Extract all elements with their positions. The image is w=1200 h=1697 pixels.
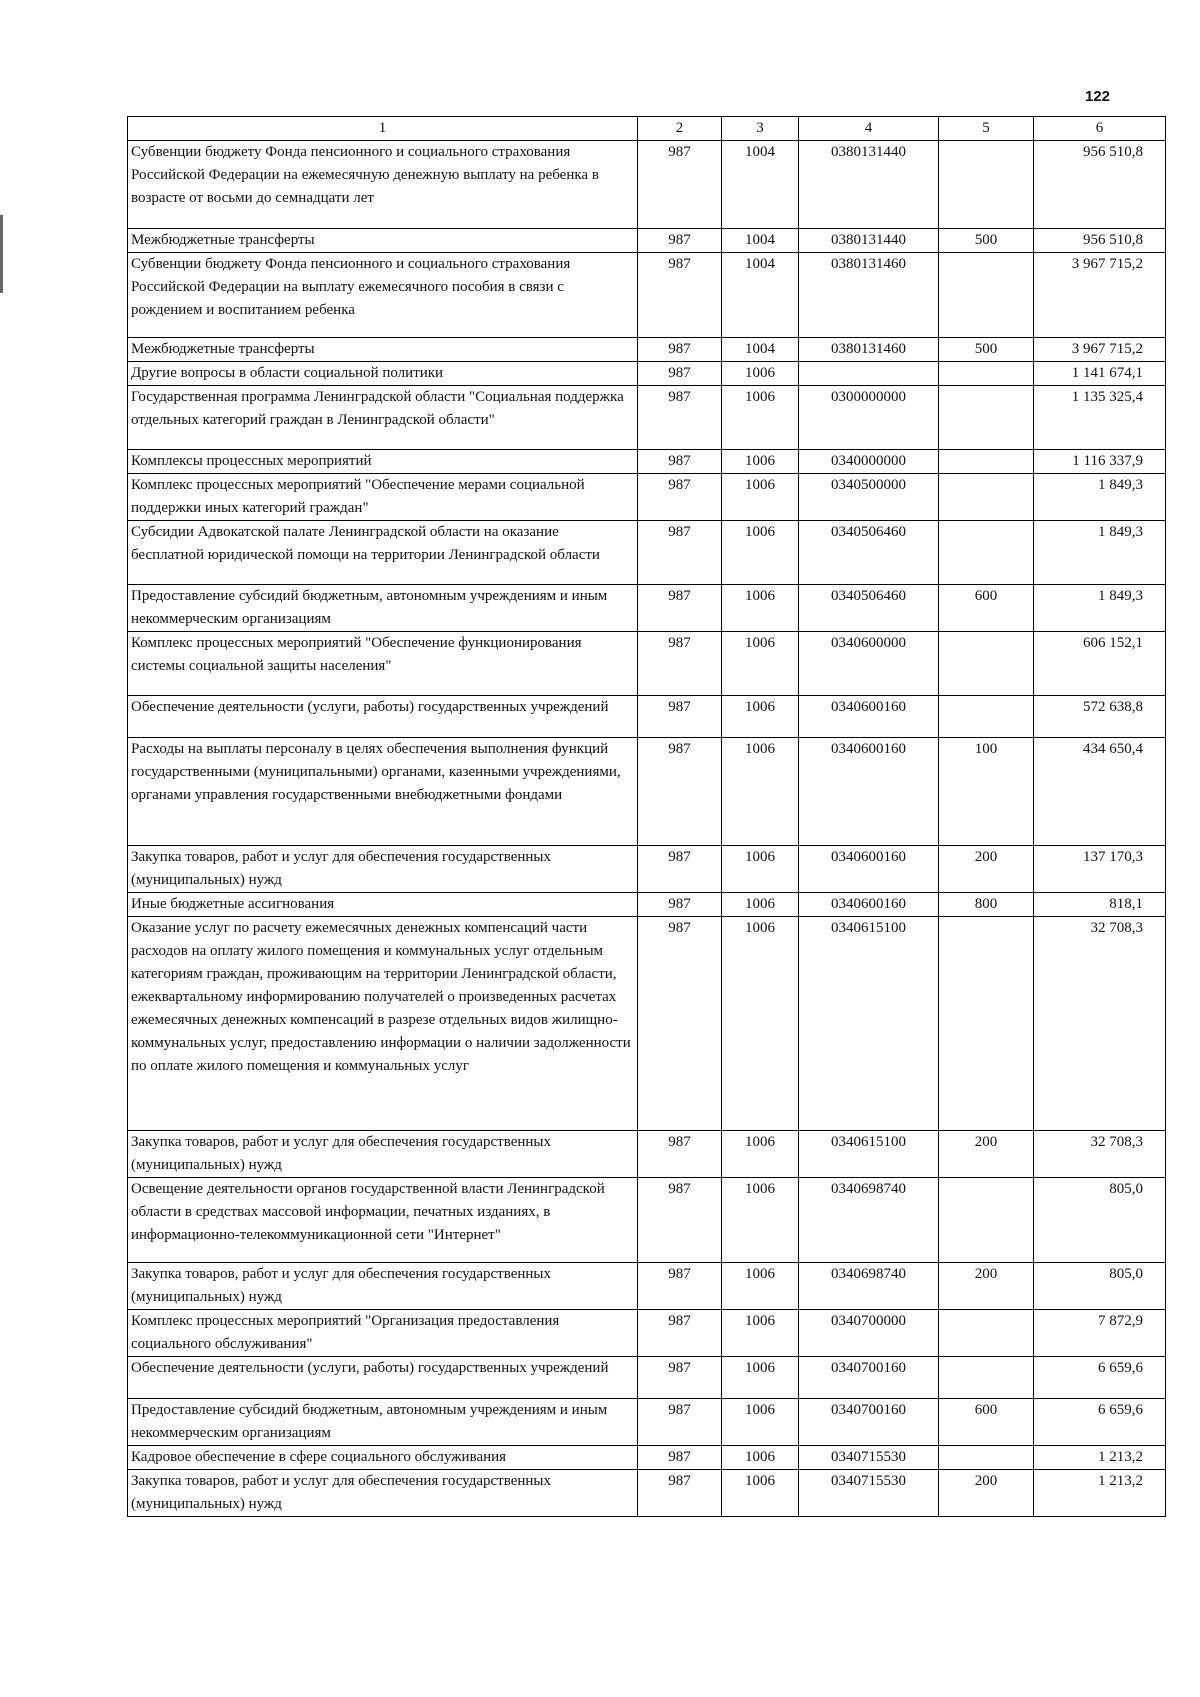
header-col-6: 6: [1034, 117, 1166, 141]
row-csr-cell: 0380131460: [799, 338, 939, 362]
row-ved-cell: 987: [638, 1357, 722, 1399]
row-sum-cell: 1 135 325,4: [1034, 386, 1166, 450]
header-col-1: 1: [128, 117, 638, 141]
row-rzpr-cell: 1006: [722, 696, 799, 738]
table-row: [128, 917, 1166, 1131]
row-vr-cell: 200: [939, 1470, 1034, 1517]
row-csr-cell: 0340700160: [799, 1357, 939, 1399]
row-name-cell: Закупка товаров, работ и услуг для обеспечения государственных (муниципальных) нужд: [128, 846, 638, 893]
row-csr-cell: 0340600000: [799, 632, 939, 696]
row-rzpr-cell: 1006: [722, 1357, 799, 1399]
budget-table: [127, 116, 1166, 1517]
table-row: [128, 229, 1166, 253]
row-ved-cell: 987: [638, 141, 722, 229]
row-sum-cell: 7 872,9: [1034, 1310, 1166, 1357]
row-rzpr-cell: 1006: [722, 1399, 799, 1446]
row-name-cell: Комплекс процессных мероприятий "Обеспечение функционирования системы социальной защиты населения": [128, 632, 638, 696]
row-sum-cell: 805,0: [1034, 1263, 1166, 1310]
table-header: [128, 117, 1166, 141]
row-vr-cell: 800: [939, 893, 1034, 917]
row-sum-cell: 1 849,3: [1034, 474, 1166, 521]
row-name-cell: Субвенции бюджету Фонда пенсионного и социального страхования Российской Федерации на ежемесячную денежную выплату на ребенка в возрасте от восьми до семнадцати лет: [128, 141, 638, 229]
row-vr-cell: [939, 362, 1034, 386]
row-csr-cell: 0340506460: [799, 585, 939, 632]
row-rzpr-cell: 1006: [722, 846, 799, 893]
row-ved-cell: 987: [638, 521, 722, 585]
row-sum-cell: 6 659,6: [1034, 1357, 1166, 1399]
row-rzpr-cell: 1006: [722, 1470, 799, 1517]
row-rzpr-cell: 1006: [722, 1446, 799, 1470]
row-ved-cell: 987: [638, 362, 722, 386]
row-rzpr-cell: 1004: [722, 338, 799, 362]
row-vr-cell: [939, 696, 1034, 738]
table-row: [128, 585, 1166, 632]
row-rzpr-cell: 1006: [722, 450, 799, 474]
row-name-cell: Межбюджетные трансферты: [128, 338, 638, 362]
row-csr-cell: 0380131460: [799, 253, 939, 338]
row-ved-cell: 987: [638, 696, 722, 738]
row-csr-cell: [799, 362, 939, 386]
row-name-cell: Обеспечение деятельности (услуги, работы) государственных учреждений: [128, 1357, 638, 1399]
header-row: [128, 117, 1166, 141]
table-row: [128, 521, 1166, 585]
row-name-cell: Предоставление субсидий бюджетным, автономным учреждениям и иным некоммерческим организациям: [128, 585, 638, 632]
row-ved-cell: 987: [638, 1131, 722, 1178]
row-csr-cell: 0340615100: [799, 917, 939, 1131]
row-name-cell: Закупка товаров, работ и услуг для обеспечения государственных (муниципальных) нужд: [128, 1470, 638, 1517]
row-sum-cell: 3 967 715,2: [1034, 338, 1166, 362]
row-rzpr-cell: 1006: [722, 362, 799, 386]
row-ved-cell: 987: [638, 229, 722, 253]
row-rzpr-cell: 1006: [722, 893, 799, 917]
table-row: [128, 738, 1166, 846]
row-name-cell: Оказание услуг по расчету ежемесячных денежных компенсаций части расходов на оплату жилого помещения и коммунальных услуг отдельным категориям граждан, проживающим на территории Ленинградской области, ежеквартальному информированию получателей о произведенных расчетах ежемесячных денежных компенсаций в разрезе отдельных видов жилищно-коммунальных услуг, предоставлению информации о наличии задолженности по оплате жилого помещения и коммунальных услуг: [128, 917, 638, 1131]
row-sum-cell: 572 638,8: [1034, 696, 1166, 738]
row-vr-cell: 500: [939, 338, 1034, 362]
row-csr-cell: 0340698740: [799, 1263, 939, 1310]
row-vr-cell: [939, 1357, 1034, 1399]
row-sum-cell: 1 213,2: [1034, 1446, 1166, 1470]
table-row: [128, 1310, 1166, 1357]
table-row: [128, 893, 1166, 917]
row-name-cell: Государственная программа Ленинградской области "Социальная поддержка отдельных категорий граждан в Ленинградской области": [128, 386, 638, 450]
row-rzpr-cell: 1004: [722, 253, 799, 338]
row-ved-cell: 987: [638, 1178, 722, 1263]
row-rzpr-cell: 1004: [722, 229, 799, 253]
row-vr-cell: 200: [939, 1263, 1034, 1310]
table-row: [128, 141, 1166, 229]
row-vr-cell: 200: [939, 846, 1034, 893]
row-ved-cell: 987: [638, 846, 722, 893]
row-sum-cell: 606 152,1: [1034, 632, 1166, 696]
row-csr-cell: 0300000000: [799, 386, 939, 450]
row-ved-cell: 987: [638, 738, 722, 846]
row-sum-cell: 956 510,8: [1034, 229, 1166, 253]
row-name-cell: Комплексы процессных мероприятий: [128, 450, 638, 474]
row-csr-cell: 0340698740: [799, 1178, 939, 1263]
row-rzpr-cell: 1006: [722, 1263, 799, 1310]
table-row: [128, 386, 1166, 450]
row-rzpr-cell: 1006: [722, 1131, 799, 1178]
table-row: [128, 1131, 1166, 1178]
row-ved-cell: 987: [638, 1446, 722, 1470]
row-vr-cell: [939, 141, 1034, 229]
row-rzpr-cell: 1006: [722, 1310, 799, 1357]
header-col-3: 3: [722, 117, 799, 141]
table-row: [128, 696, 1166, 738]
row-ved-cell: 987: [638, 632, 722, 696]
row-rzpr-cell: 1006: [722, 632, 799, 696]
table-row: [128, 846, 1166, 893]
row-name-cell: Предоставление субсидий бюджетным, автономным учреждениям и иным некоммерческим организациям: [128, 1399, 638, 1446]
row-sum-cell: 805,0: [1034, 1178, 1166, 1263]
row-ved-cell: 987: [638, 1399, 722, 1446]
row-csr-cell: 0340715530: [799, 1446, 939, 1470]
row-ved-cell: 987: [638, 1310, 722, 1357]
row-rzpr-cell: 1006: [722, 521, 799, 585]
row-vr-cell: 100: [939, 738, 1034, 846]
table-row: [128, 450, 1166, 474]
row-sum-cell: 1 116 337,9: [1034, 450, 1166, 474]
header-col-2: 2: [638, 117, 722, 141]
row-rzpr-cell: 1004: [722, 141, 799, 229]
row-csr-cell: 0340000000: [799, 450, 939, 474]
row-csr-cell: 0340615100: [799, 1131, 939, 1178]
table-body: [128, 141, 1166, 1517]
row-ved-cell: 987: [638, 585, 722, 632]
row-csr-cell: 0340506460: [799, 521, 939, 585]
row-csr-cell: 0340700160: [799, 1399, 939, 1446]
row-vr-cell: [939, 450, 1034, 474]
row-vr-cell: [939, 521, 1034, 585]
row-name-cell: Закупка товаров, работ и услуг для обеспечения государственных (муниципальных) нужд: [128, 1131, 638, 1178]
row-sum-cell: 32 708,3: [1034, 1131, 1166, 1178]
row-csr-cell: 0340600160: [799, 846, 939, 893]
row-ved-cell: 987: [638, 893, 722, 917]
row-csr-cell: 0340600160: [799, 738, 939, 846]
table-row: [128, 1357, 1166, 1399]
row-csr-cell: 0380131440: [799, 141, 939, 229]
row-vr-cell: [939, 917, 1034, 1131]
row-name-cell: Иные бюджетные ассигнования: [128, 893, 638, 917]
table-row: [128, 474, 1166, 521]
page-number: 122: [1085, 88, 1111, 105]
row-name-cell: Комплекс процессных мероприятий "Организация предоставления социального обслуживания": [128, 1310, 638, 1357]
row-rzpr-cell: 1006: [722, 585, 799, 632]
row-csr-cell: 0340500000: [799, 474, 939, 521]
row-vr-cell: [939, 1310, 1034, 1357]
row-sum-cell: 32 708,3: [1034, 917, 1166, 1131]
table-row: [128, 338, 1166, 362]
row-name-cell: Субвенции бюджету Фонда пенсионного и социального страхования Российской Федерации на выплату ежемесячного пособия в связи с рождением и воспитанием ребенка: [128, 253, 638, 338]
row-vr-cell: 200: [939, 1131, 1034, 1178]
row-ved-cell: 987: [638, 450, 722, 474]
table-row: [128, 632, 1166, 696]
row-rzpr-cell: 1006: [722, 474, 799, 521]
table-row: [128, 1446, 1166, 1470]
row-vr-cell: [939, 474, 1034, 521]
row-ved-cell: 987: [638, 253, 722, 338]
row-rzpr-cell: 1006: [722, 917, 799, 1131]
header-col-5: 5: [939, 117, 1034, 141]
table-row: [128, 1178, 1166, 1263]
row-sum-cell: 1 141 674,1: [1034, 362, 1166, 386]
row-vr-cell: [939, 1446, 1034, 1470]
row-sum-cell: 137 170,3: [1034, 846, 1166, 893]
row-name-cell: Кадровое обеспечение в сфере социального обслуживания: [128, 1446, 638, 1470]
row-ved-cell: 987: [638, 338, 722, 362]
row-vr-cell: 600: [939, 585, 1034, 632]
row-csr-cell: 0380131440: [799, 229, 939, 253]
row-sum-cell: 434 650,4: [1034, 738, 1166, 846]
row-name-cell: Закупка товаров, работ и услуг для обеспечения государственных (муниципальных) нужд: [128, 1263, 638, 1310]
row-sum-cell: 1 213,2: [1034, 1470, 1166, 1517]
header-col-4: 4: [799, 117, 939, 141]
row-sum-cell: 956 510,8: [1034, 141, 1166, 229]
row-name-cell: Расходы на выплаты персоналу в целях обеспечения выполнения функций государственными (муниципальными) органами, казенными учреждениями, органами управления государственными внебюджетными фондами: [128, 738, 638, 846]
row-rzpr-cell: 1006: [722, 386, 799, 450]
row-vr-cell: [939, 253, 1034, 338]
row-csr-cell: 0340715530: [799, 1470, 939, 1517]
row-vr-cell: [939, 386, 1034, 450]
row-name-cell: Обеспечение деятельности (услуги, работы) государственных учреждений: [128, 696, 638, 738]
row-vr-cell: 500: [939, 229, 1034, 253]
row-name-cell: Освещение деятельности органов государственной власти Ленинградской области в средствах массовой информации, печатных изданиях, в информационно-телекоммуникационной сети "Интернет": [128, 1178, 638, 1263]
table-row: [128, 253, 1166, 338]
row-name-cell: Комплекс процессных мероприятий "Обеспечение мерами социальной поддержки иных категорий граждан": [128, 474, 638, 521]
row-sum-cell: 1 849,3: [1034, 521, 1166, 585]
table-row: [128, 362, 1166, 386]
row-ved-cell: 987: [638, 917, 722, 1131]
row-ved-cell: 987: [638, 474, 722, 521]
table-row: [128, 1399, 1166, 1446]
row-ved-cell: 987: [638, 1263, 722, 1310]
row-name-cell: Субсидии Адвокатской палате Ленинградской области на оказание бесплатной юридической помощи на территории Ленинградской области: [128, 521, 638, 585]
table-row: [128, 1470, 1166, 1517]
row-csr-cell: 0340700000: [799, 1310, 939, 1357]
row-name-cell: Другие вопросы в области социальной политики: [128, 362, 638, 386]
row-rzpr-cell: 1006: [722, 1178, 799, 1263]
row-ved-cell: 987: [638, 386, 722, 450]
row-sum-cell: 6 659,6: [1034, 1399, 1166, 1446]
row-rzpr-cell: 1006: [722, 738, 799, 846]
row-sum-cell: 1 849,3: [1034, 585, 1166, 632]
row-sum-cell: 3 967 715,2: [1034, 253, 1166, 338]
row-vr-cell: 600: [939, 1399, 1034, 1446]
row-csr-cell: 0340600160: [799, 893, 939, 917]
row-ved-cell: 987: [638, 1470, 722, 1517]
row-sum-cell: 818,1: [1034, 893, 1166, 917]
row-name-cell: Межбюджетные трансферты: [128, 229, 638, 253]
table-row: [128, 1263, 1166, 1310]
row-vr-cell: [939, 1178, 1034, 1263]
row-csr-cell: 0340600160: [799, 696, 939, 738]
row-vr-cell: [939, 632, 1034, 696]
scan-margin-mark: [0, 215, 3, 293]
